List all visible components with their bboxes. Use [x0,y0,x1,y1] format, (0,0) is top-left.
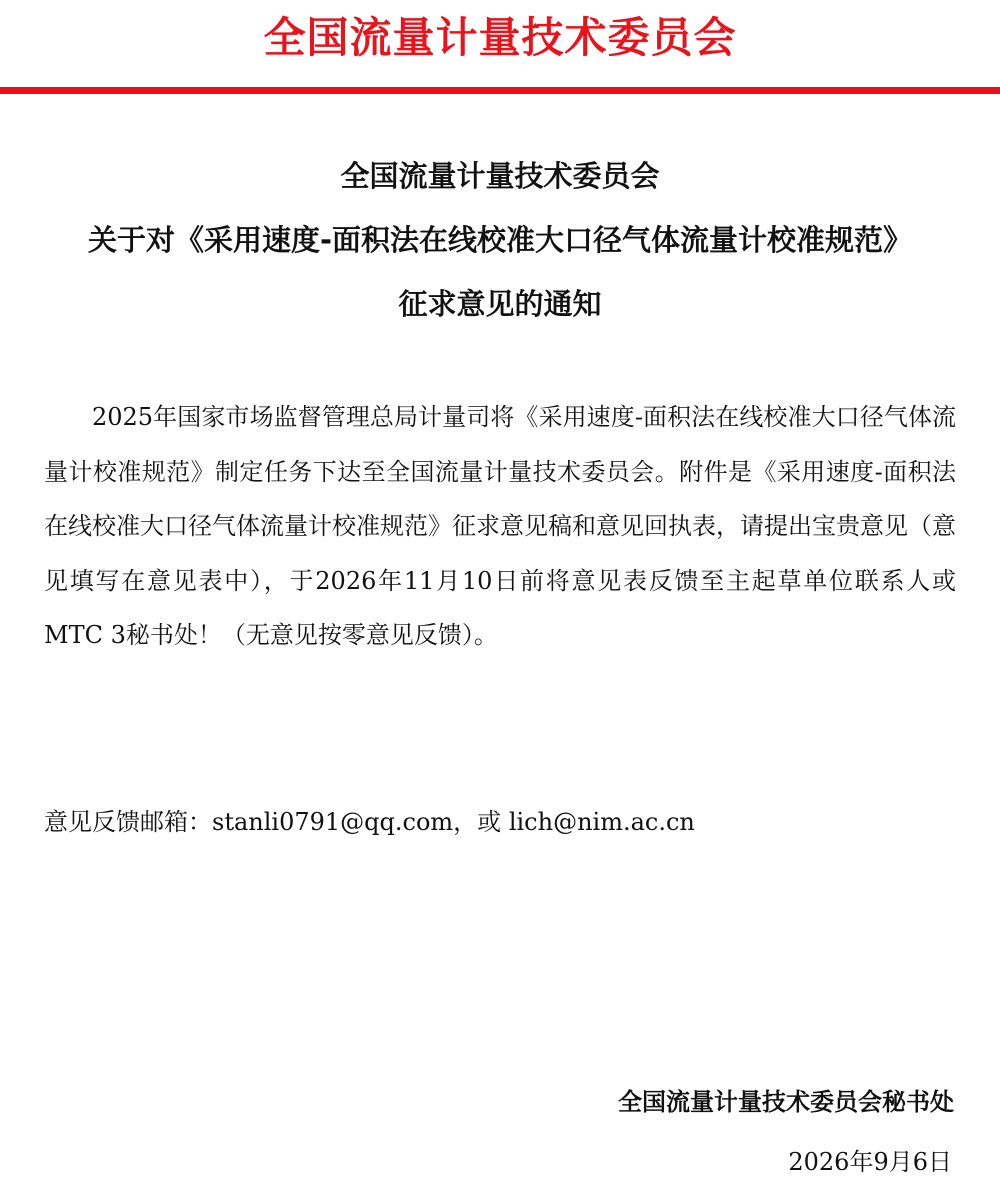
notice-title-line-2: 关于对《采用速度-面积法在线校准大口径气体流量计校准规范》 [87,223,913,257]
feedback-email-line [44,800,956,844]
feedback-email-label: 意见反馈邮箱： [44,808,212,836]
feedback-email-separator: ，或 [453,808,509,836]
notice-title-line-3: 征求意见的通知 [398,287,602,321]
feedback-email-secondary: lich@nim.ac.cn [508,808,695,836]
feedback-email-primary: stanli0791@qq.com [212,808,454,836]
signature-organization: 全国流量计量技术委员会秘书处 [618,1088,954,1116]
notice-body-paragraph: 2025年国家市场监督管理总局计量司将《采用速度-面积法在线校准大口径气体流量计校准规范》制定任务下达至全国流量计量技术委员会。附件是《采用速度-面积法在线校准大口径气体流量计校准规范》征求意见稿和意见回执表，请提出宝贵意见（意见填写在意见表中），于2026年11月10日前将意见表反馈至主起草单位联系人或MTC 3秘书处！（无意见按零意见反馈）。 [44,403,956,650]
signature-date: 2026年9月6日 [788,1148,952,1176]
letterhead-red-rule [0,87,1000,94]
notice-title-line-1: 全国流量计量技术委员会 [340,159,660,193]
letterhead-title: 全国流量计量技术委员会 [263,13,737,62]
